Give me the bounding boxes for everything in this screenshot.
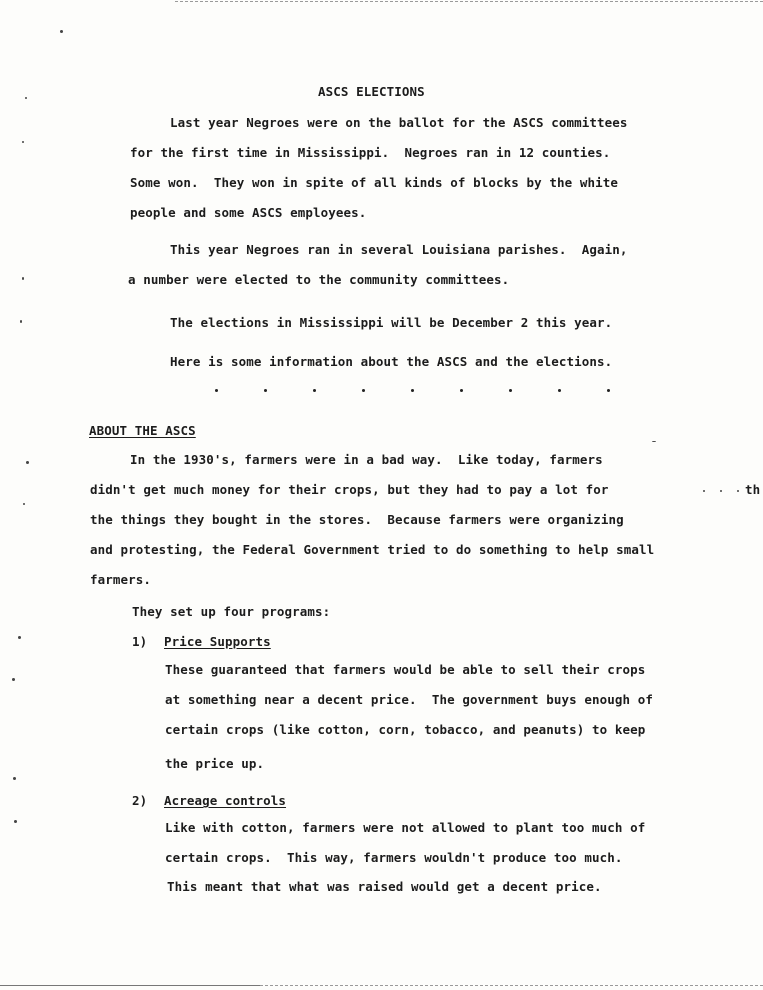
program-1-number: 1) [132, 634, 148, 649]
intro-line-1: Last year Negroes were on the ballot for the ASCS committees [170, 115, 628, 130]
separator-star [558, 389, 561, 392]
scan-speck [22, 277, 24, 280]
scan-speck [737, 490, 739, 492]
about-line-5: farmers. [90, 572, 152, 587]
scan-speck [25, 97, 27, 99]
program-2-number: 2) [132, 793, 148, 808]
separator-star [607, 389, 610, 392]
scan-speck [652, 441, 656, 442]
program-1-line-3: certain crops (like cotton, corn, tobacco, and peanuts) to keep [165, 722, 646, 737]
intro-line-5: This year Negroes ran in several Louisiana parishes. Again, [170, 242, 628, 257]
program-2-line-1: Like with cotton, farmers were not allowed to plant too much of [165, 820, 646, 835]
separator-star [362, 389, 365, 392]
program-1-line-2: at something near a decent price. The government buys enough of [165, 692, 654, 707]
about-line-1: In the 1930's, farmers were in a bad way. Like today, farmers [130, 452, 603, 467]
intro-line-2: for the first time in Mississippi. Negroes ran in 12 counties. [130, 145, 611, 160]
separator-star [215, 389, 218, 392]
program-1-name: Price Supports [164, 634, 271, 649]
program-1-line-4: the price up. [165, 756, 265, 771]
intro-line-7: The elections in Mississippi will be December 2 this year. [170, 315, 613, 330]
separator-star [264, 389, 267, 392]
margin-fragment: th [745, 482, 761, 497]
page-title: ASCS ELECTIONS [318, 84, 425, 99]
scan-speck [12, 678, 15, 681]
scan-speck [703, 490, 705, 492]
top-edge-rule [175, 1, 763, 2]
scan-speck [13, 777, 16, 780]
separator-star [460, 389, 463, 392]
intro-line-3: Some won. They won in spite of all kinds of blocks by the white [130, 175, 619, 190]
bottom-edge-rule [0, 985, 260, 986]
intro-line-8: Here is some information about the ASCS and the elections. [170, 354, 613, 369]
scan-speck [26, 461, 29, 464]
program-2-name: Acreage controls [164, 793, 287, 808]
scan-speck [14, 820, 17, 823]
intro-line-6: a number were elected to the community committees. [128, 272, 510, 287]
separator-star [509, 389, 512, 392]
program-2-line-3: This meant that what was raised would get a decent price. [167, 879, 602, 894]
scan-speck [60, 30, 63, 33]
program-1-line-1: These guaranteed that farmers would be able to sell their crops [165, 662, 646, 677]
separator-star [313, 389, 316, 392]
scan-speck [20, 320, 22, 323]
programs-intro: They set up four programs: [132, 604, 331, 619]
scan-speck [18, 636, 21, 639]
intro-line-4: people and some ASCS employees. [130, 205, 367, 220]
about-line-4: and protesting, the Federal Government tried to do something to help small [90, 542, 655, 557]
scan-speck [22, 141, 24, 143]
about-line-3: the things they bought in the stores. Because farmers were organizing [90, 512, 624, 527]
about-line-2: didn't get much money for their crops, but they had to pay a lot for [90, 482, 609, 497]
program-2-line-2: certain crops. This way, farmers wouldn't produce too much. [165, 850, 623, 865]
scan-speck [23, 503, 25, 505]
bottom-edge-rule-faint [260, 985, 763, 986]
section-heading: ABOUT THE ASCS [89, 423, 196, 438]
separator-star [411, 389, 414, 392]
scan-speck [720, 490, 722, 492]
star-separator-text [212, 380, 464, 396]
